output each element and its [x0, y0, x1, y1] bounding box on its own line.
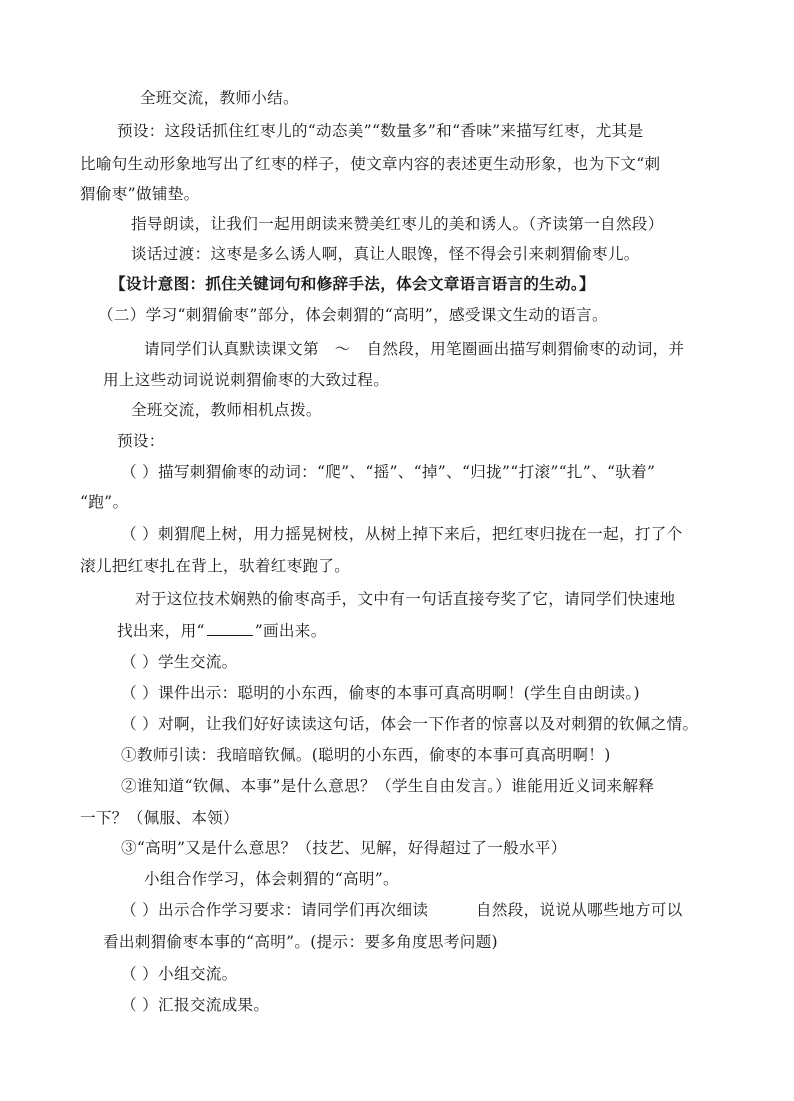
paragraph-line: 全班交流，教师小结。: [140, 89, 299, 107]
paragraph-line: 对于这位技术娴熟的偷枣高手，文中有一句话直接夸奖了它，请同学们快速地: [135, 590, 676, 608]
underline-blank: [207, 621, 253, 636]
section-heading: （二）学习“刺猬偷枣”部分，体会刺猬的“高明”，感受课文生动的语言。: [98, 306, 608, 324]
paragraph-line: 请同学们认真默读课文第 ～ 自然段，用笔圈画出描写刺猬偷枣的动词，并: [144, 340, 685, 358]
list-item: （ ）对啊，让我们好好读读这句话，体会一下作者的惊喜以及对刺猬的钦佩之情。: [121, 715, 699, 733]
list-item: （ ）汇报交流成果。: [121, 996, 270, 1014]
list-item: （ ）刺猬爬上树，用力摇晃树枝，从树上掉下来后，把红枣归拢在一起，打了个: [121, 525, 683, 543]
paragraph-line: 谈话过渡：这枣是多么诱人啊，真让人眼馋，怪不得会引来刺猬偷枣儿。: [131, 245, 640, 263]
paragraph-line: 一下？（佩服、本领）: [80, 809, 239, 827]
paragraph-line: “跑”。: [80, 493, 129, 511]
list-item: ①教师引读：我暗暗钦佩。(聪明的小东西，偷枣的本事可真高明啊！): [121, 746, 611, 764]
list-item: （ ）小组交流。: [121, 965, 238, 983]
paragraph-text: 找出来，用“: [117, 622, 205, 640]
list-item: （ ）学生交流。: [121, 653, 238, 671]
paragraph-line: 预设：: [117, 432, 165, 450]
paragraph-line: 小组合作学习，体会刺猬的“高明”。: [144, 870, 399, 888]
list-item: （ ）课件出示：聪明的小东西，偷枣的本事可真高明啊！(学生自由朗读。): [121, 684, 640, 702]
list-item: ②谁知道“钦佩、本事”是什么意思？（学生自由发言。）谁能用近义词来解释: [121, 777, 655, 795]
paragraph-line: [117, 621, 327, 641]
paragraph-line: 猬偷枣”做铺垫。: [80, 185, 200, 203]
paragraph-line: 用上这些动词说说刺猬偷枣的大致过程。: [103, 371, 390, 389]
paragraph-line: 指导朗读，让我们一起用朗读来赞美红枣儿的美和诱人。（齐读第一自然段）: [131, 215, 664, 233]
design-intent-note: 【设计意图：抓住关键词句和修辞手法，体会文章语言语言的生动。】: [110, 274, 595, 293]
paragraph-line: 滚儿把红枣扎在背上，驮着红枣跑了。: [80, 557, 351, 575]
paragraph-line: 看出刺猬偷枣本事的“高明”。(提示：要多角度思考问题): [103, 933, 498, 951]
paragraph-line: 全班交流，教师相机点拨。: [131, 401, 322, 419]
paragraph-line: 比喻句生动形象地写出了红枣的样子，使文章内容的表述更生动形象，也为下文“刺: [80, 155, 661, 173]
paragraph-text: ”画出来。: [254, 622, 327, 640]
list-item: （ ）出示合作学习要求：请同学们再次细读 自然段，说说从哪些地方可以: [121, 901, 683, 919]
list-item: （ ）描写刺猬偷枣的动词：“爬”、“摇”、“掉”、“归拢”“打滚”“扎”、“驮着”: [121, 463, 656, 481]
list-item: ③“高明”又是什么意思？（技艺、见解，好得超过了一般水平）: [121, 839, 567, 857]
paragraph-line: 预设：这段话抓住红枣儿的“动态美”“数量多”和“香味”来描写红枣，尤其是: [117, 122, 644, 140]
